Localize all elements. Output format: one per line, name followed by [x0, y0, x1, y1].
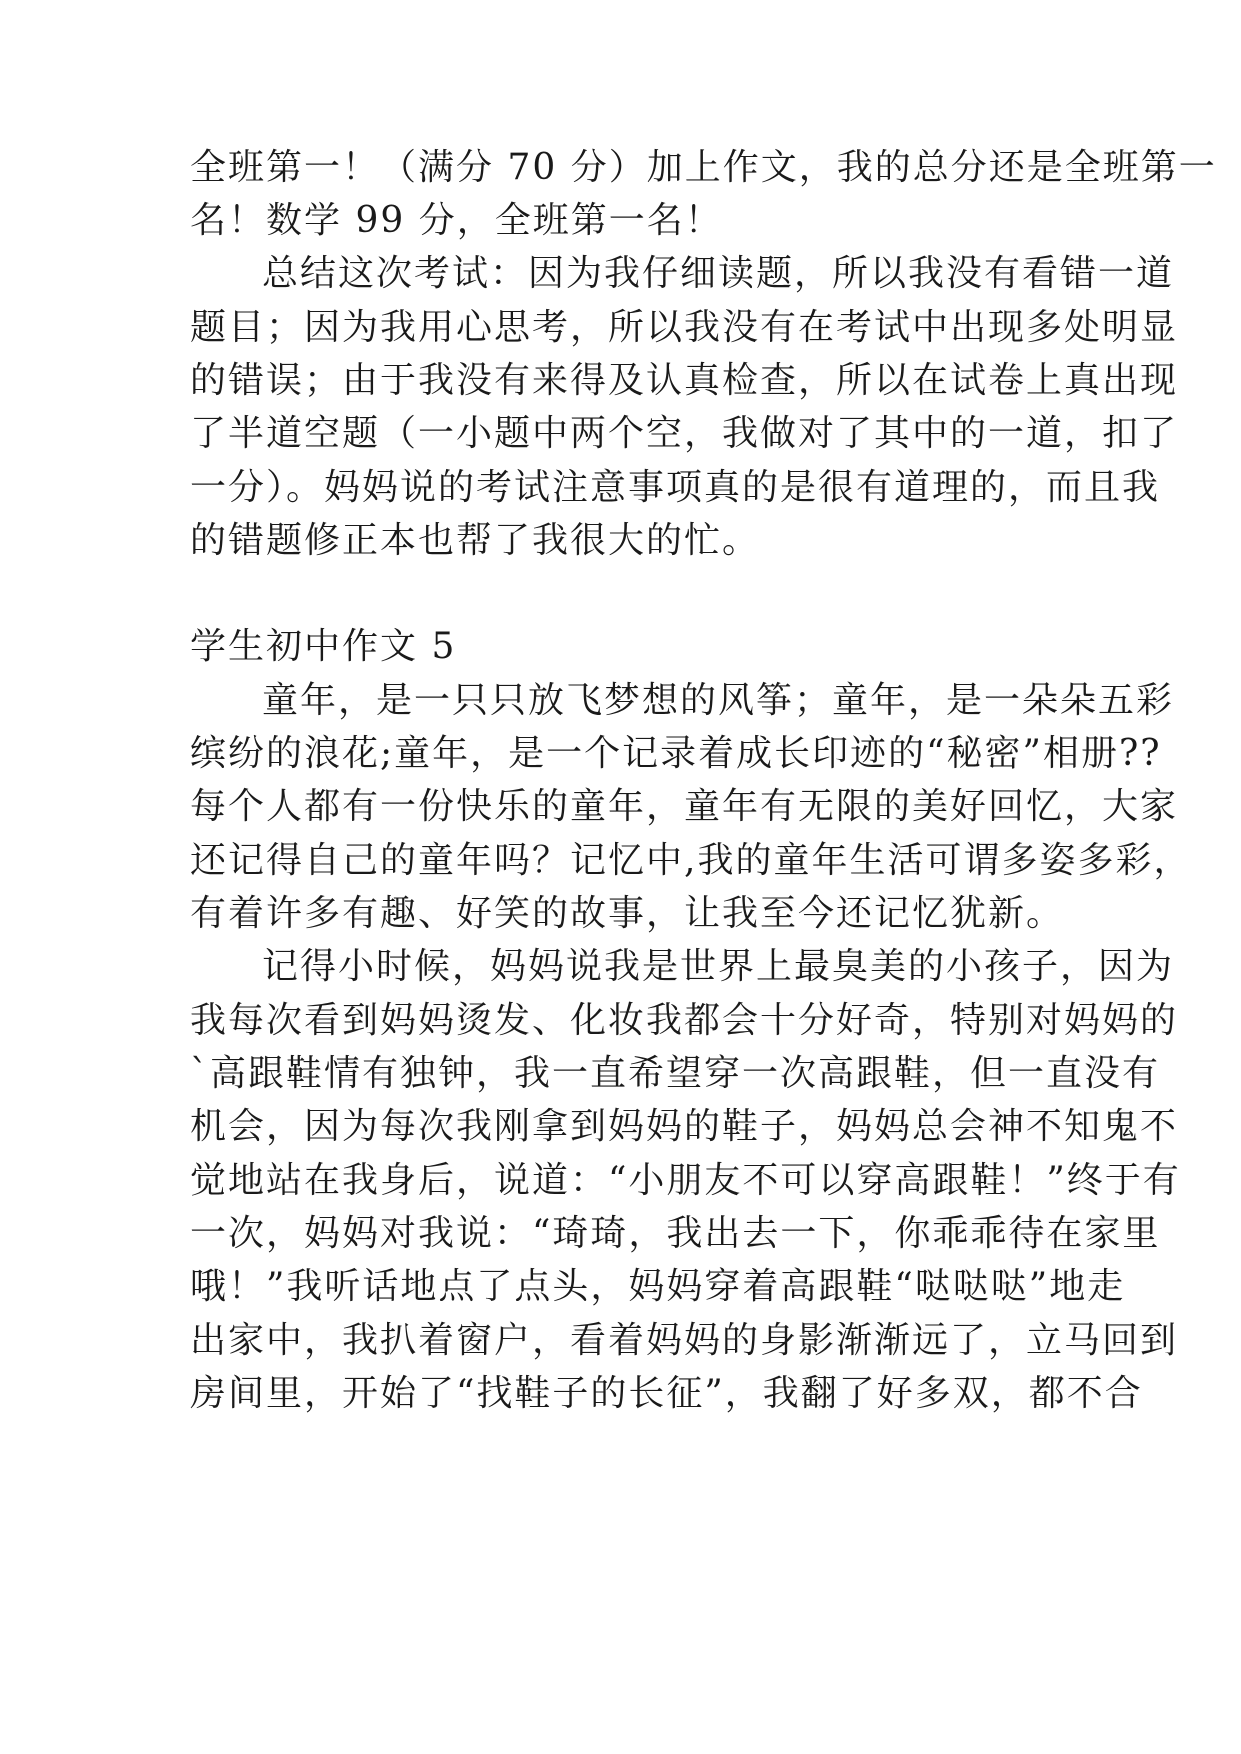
- paragraph-4-line-6: 一次，妈妈对我说：“琦琦，我出去一下，你乖乖待在家里: [190, 1213, 1161, 1254]
- paragraph-4-line-2: 我每次看到妈妈烫发、化妆我都会十分好奇，特别对妈妈的: [190, 1000, 1179, 1041]
- paragraph-4-line-8: 出家中，我扒着窗户，看着妈妈的身影渐渐远了，立马回到: [190, 1320, 1179, 1361]
- paragraph-2-line-6: 的错题修正本也帮了我很大的忙。: [190, 520, 761, 561]
- paragraph-2-line-5: 一分）。妈妈说的考试注意事项真的是很有道理的，而且我: [190, 467, 1161, 508]
- paragraph-2-line-4: 了半道空题（一小题中两个空，我做对了其中的一道，扣了: [190, 413, 1179, 454]
- paragraph-4-line-3: `高跟鞋情有独钟，我一直希望穿一次高跟鞋，但一直没有: [190, 1053, 1161, 1094]
- paragraph-2-line-3: 的错误；由于我没有来得及认真检查，所以在试卷上真出现: [190, 360, 1179, 401]
- paragraph-4-line-4: 机会，因为每次我刚拿到妈妈的鞋子，妈妈总会神不知鬼不: [190, 1106, 1179, 1147]
- paragraph-4-line-1: 记得小时候，妈妈说我是世界上最臭美的小孩子，因为: [262, 946, 1175, 987]
- paragraph-3-line-5: 有着许多有趣、好笑的故事，让我至今还记忆犹新。: [190, 893, 1065, 934]
- paragraph-3-line-4: 还记得自己的童年吗？记忆中,我的童年生活可谓多姿多彩，: [190, 840, 1192, 881]
- paragraph-3-line-1: 童年，是一只只放飞梦想的风筝；童年，是一朵朵五彩: [262, 680, 1175, 721]
- paragraph-2-line-2: 题目；因为我用心思考，所以我没有在考试中出现多处明显: [190, 307, 1179, 348]
- section-heading: 学生初中作文 5: [190, 626, 457, 667]
- paragraph-3-line-2: 缤纷的浪花;童年，是一个记录着成长印迹的“秘密”相册??: [190, 733, 1162, 774]
- paragraph-4-line-9: 房间里，开始了“找鞋子的长征”，我翻了好多双，都不合: [190, 1373, 1143, 1414]
- paragraph-3-line-3: 每个人都有一份快乐的童年，童年有无限的美好回忆，大家: [190, 786, 1179, 827]
- paragraph-1-line-2: 名！数学 99 分，全班第一名！: [190, 200, 723, 241]
- paragraph-1-line-1: 全班第一！（满分 70 分）加上作文，我的总分还是全班第一: [190, 147, 1217, 188]
- paragraph-4-line-7: 哦！”我听话地点了点头，妈妈穿着高跟鞋“哒哒哒”地走: [190, 1266, 1126, 1307]
- paragraph-4-line-5: 觉地站在我身后，说道：“小朋友不可以穿高跟鞋！”终于有: [190, 1160, 1181, 1201]
- paragraph-2-line-1: 总结这次考试：因为我仔细读题，所以我没有看错一道: [262, 253, 1175, 294]
